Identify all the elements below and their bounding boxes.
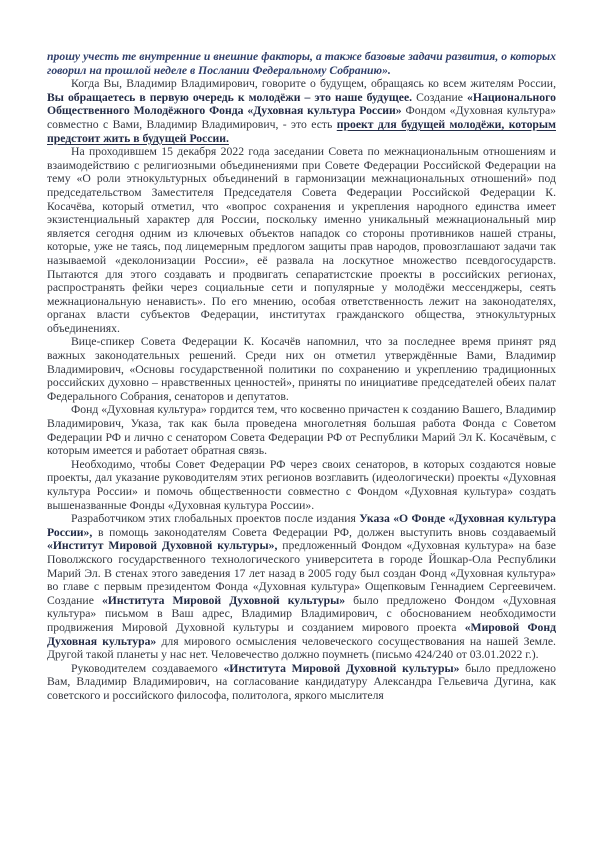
- text-run: «Институт Мировой Духовной культуры»,: [47, 539, 278, 553]
- paragraph: [47, 512, 556, 662]
- text-run: Фонд «Духовная культура» гордится тем, что косвенно причастен к созданию Вашего, Владимир Владимирович, Указа, так как была проведена многолетняя большая работа Фонда с Советом Федерации РФ и лично с сенатором Совета Федерации РФ от Республики Марий Эл К. Косачёвым, с которым имеется и работает обратная связь.: [47, 403, 556, 458]
- paragraph: [47, 403, 556, 457]
- text-run: Необходимо, чтобы Совет Федерации РФ через своих сенаторов, в которых создаются новые проекты, дал указание руководителям этих регионов возглавить (идеологически) проекты «Духовная культура России» и помочь общественности совместно с Фондом «Духовная культура» создать вышеназванные Фонды «Духовная культура России».: [47, 457, 556, 512]
- text-run: Вы обращаетесь в первую очередь к молодёжи – это наше будущее.: [47, 90, 413, 104]
- text-run: предложенный Фондом «Духовная культура» на базе Поволжского государственного технологического университета в городе Йошкар-Ола Республики Марий Эл. В стенах этого заведения 17 лет назад в 2005 году был создан Фонд «Духовная культура» во главе с первым президентом Фонда «Духовная культура» Ощепковым Геннадием Сергеевичем. Создание: [47, 539, 556, 607]
- text-run: Разработчиком этих глобальных проектов после издания: [71, 512, 360, 526]
- paragraph: [47, 458, 556, 512]
- text-run: «Мировой Фонд Духовная культура»: [47, 620, 557, 648]
- paragraph: [47, 662, 556, 703]
- text-run: в помощь законодателям Совета Федерации РФ, должен выступить вновь создаваемый: [92, 525, 556, 539]
- text-run: «Национального Общественного Молодёжного Фонда «Духовная культура России»: [47, 90, 556, 118]
- document-body: [47, 50, 556, 703]
- text-run: Указа «О Фонде «Духовная культура России»,: [47, 512, 556, 539]
- text-run: Фондом «Духовная культура» совместно с Вами, Владимир Владимирович, - это есть: [47, 104, 557, 131]
- paragraph: [47, 50, 556, 77]
- text-run: Создание: [412, 90, 468, 104]
- text-run: «Института Мировой Духовной культуры»: [223, 661, 460, 675]
- text-run: было предложено Вам, Владимир Владимирович, на согласование кандидатуру Александра Гельевича Дугина, как советского и российского философа, политолога, яркого мыслителя: [47, 661, 556, 702]
- text-run: На проходившем 15 декабря 2022 года заседании Совета по межнациональным отношениям и взаимодействию с религиозными объединениями при Совете Федерации Российской Федерации на тему «О роли этнокультурных объединений в гармонизации межнациональных отношений» под председательством Заместителя Председателя Совета Федерации Российской Федерации К. Косачёва, который отметил, что «вопрос сохранения и укрепления народного единства имеет экзистенциальный характер для России, поскольку именно уникальный межнациональный мир является сегодня одним из ключевых объектов нападок со стороны противников нашей страны, которые, уже не таясь, под лицемерным предлогом защиты прав народов, провозглашают задачи так называемой «деколонизации России», её развала на лоскутное множество псевдогосударств. Пытаются для этого создавать и продвигать сепаратистские проекты в российских регионах, распространять фейки через социальные сети и популярные у молодёжи мессенджеры, сеять межнациональную ненависть». По его мнению, особая ответственность лежит на законодателях, органах власти субъектов Федерации, институтах гражданского общества, этнокультурных объединениях.: [47, 145, 556, 335]
- text-run: Руководителем создаваемого: [71, 661, 224, 675]
- text-run: «Института Мировой Духовной культуры»: [101, 593, 346, 607]
- paragraph: [47, 335, 556, 403]
- text-run: Когда Вы, Владимир Владимирович, говорите о будущем, обращаясь ко всем жителям России,: [71, 77, 556, 91]
- paragraph: [47, 145, 556, 335]
- text-run: прошу учесть те внутренние и внешние факторы, а также базовые задачи развития, о которых говорил на прошлой неделе в Послании Федеральному Собранию».: [47, 50, 556, 77]
- text-run: Вице-спикер Совета Федерации К. Косачёв напомнил, что за последнее время принят ряд важных законодательных решений. Среди них он отметил утверждённые Вами, Владимир Владимирович, «Основы государственной политики по сохранению и укреплению традиционных российских духовно – нравственных ценностей», приняты по инициативе председателей обеих палат Федерального Собрания, сенаторов и депутатов.: [47, 335, 556, 403]
- text-run: проект для будущей молодёжи, которым предстоит жить в будущей России.: [47, 117, 556, 145]
- text-run: было предложено Фондом «Духовная культура» письмом в Ваш адрес, Владимир Владимирович, с обоснованием необходимости продвижения Мировой Духовной культуры и созданием мирового проекта: [47, 593, 556, 634]
- paragraph: [47, 77, 556, 145]
- text-run: для мирового осмысления человеческого сосуществования на нашей Земле. Другой такой планеты у нас нет. Человечество должно поумнеть (письмо 424/240 от 03.01.2022 г.).: [47, 634, 556, 662]
